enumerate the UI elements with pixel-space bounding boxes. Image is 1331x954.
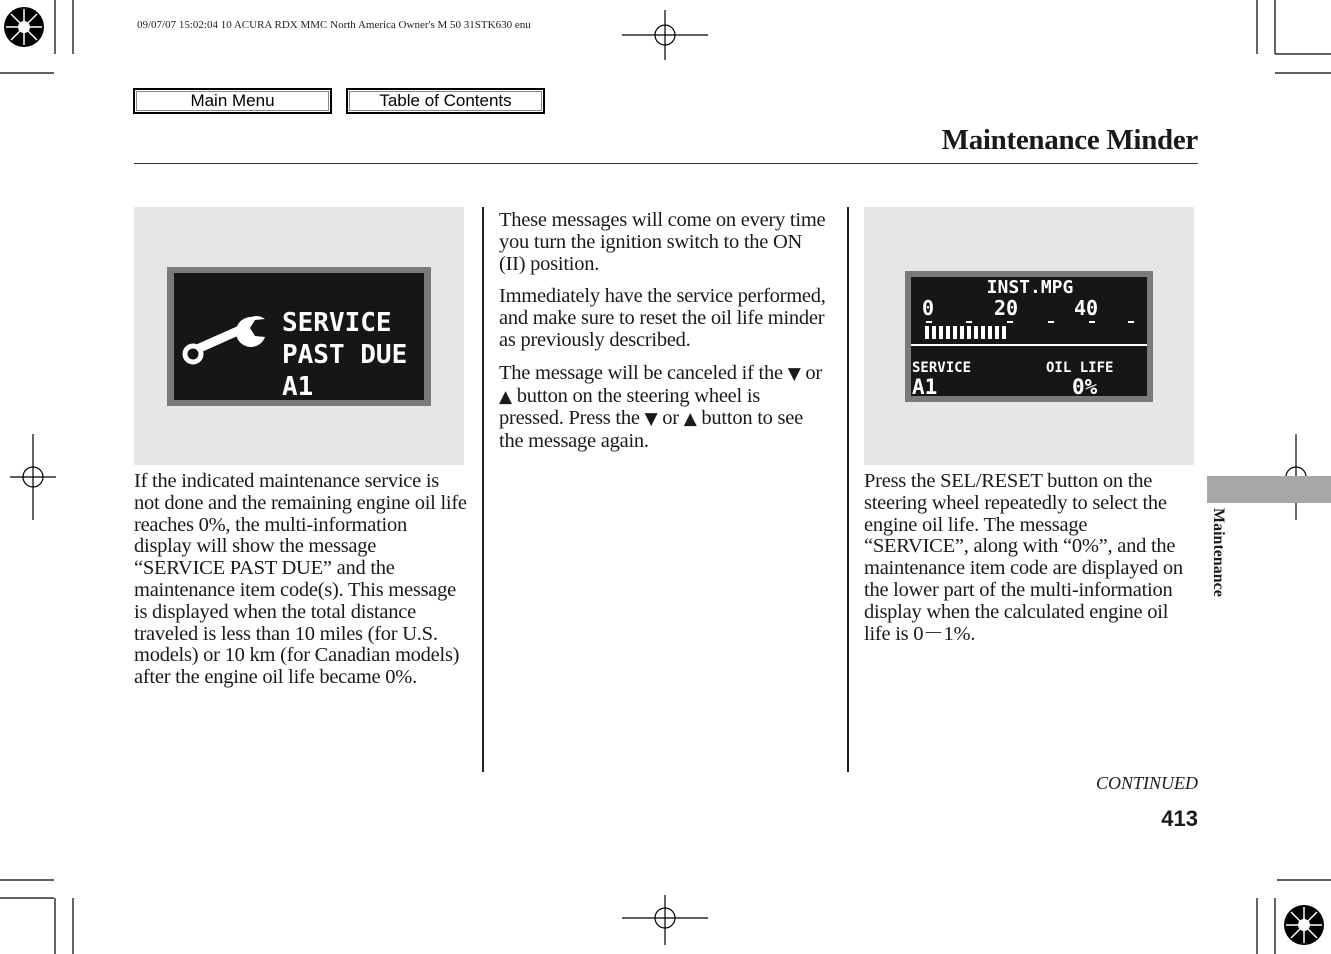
- scale-label-0: 0: [922, 296, 935, 320]
- up-arrow-icon: ▲: [499, 386, 512, 407]
- down-arrow-icon: ▼: [787, 363, 801, 384]
- maintenance-code: A1: [912, 375, 938, 399]
- col2-text-a: The message will be canceled if the: [499, 361, 783, 384]
- print-header: 09/07/07 15:02:04 10 ACURA RDX MMC North America Owner's M 50 31STK630 enu: [137, 19, 531, 31]
- column-1: [134, 471, 468, 689]
- col2-paragraph-2: Immediately have the service performed, and make sure to reset the oil life minder as previously described.: [499, 285, 826, 351]
- oil-life-figure: [864, 207, 1194, 465]
- service-past-due-figure: [134, 207, 464, 465]
- column-divider-2: [847, 207, 849, 772]
- inst-mpg-label: INST.MPG: [986, 277, 1074, 298]
- or-text-1: or: [805, 361, 822, 384]
- main-menu-button[interactable]: Main Menu: [133, 88, 332, 114]
- or-text-2: or: [662, 407, 679, 430]
- oil-life-display: [864, 207, 1194, 465]
- col2-paragraph-1: These messages will come on every time you turn the ignition switch to the ON (II) position.: [499, 209, 826, 275]
- col1-paragraph-1: If the indicated maintenance service is not done and the remaining engine oil life reaches 0%, the multi-information display will show the message “SERVICE PAST DUE” and the maintenance item code(s). This message is displayed when the total distance traveled is less than 10 miles (for U.S. models) or 10 km (for Canadian models) after the engine oil life became 0%.: [134, 470, 467, 689]
- col2-text-b: button on the steering wheel is pressed. Press the: [499, 384, 761, 430]
- column-2: [499, 210, 827, 464]
- up-arrow-icon-2: ▲: [683, 409, 697, 430]
- oil-life-value: 0%: [1072, 375, 1098, 399]
- service-label: SERVICE: [912, 360, 972, 376]
- page-number: 413: [1161, 806, 1198, 831]
- service-past-due-display: [134, 207, 464, 465]
- col3-paragraph-1: Press the SEL/RESET button on the steering wheel repeatedly to select the engine oil life. The message “SERVICE”, along with “0%”, and the maintenance item code are displayed on the lower part of the multi-information display when the calculated engine oil life is 0－1%.: [864, 470, 1183, 645]
- col2-paragraph-3: [499, 363, 827, 453]
- display-line-3: A1: [282, 372, 314, 402]
- scale-label-40: 40: [1074, 296, 1099, 320]
- down-arrow-icon-2: ▼: [644, 409, 658, 430]
- section-tab-label: Maintenance: [1210, 508, 1227, 597]
- table-of-contents-button[interactable]: Table of Contents: [346, 88, 545, 114]
- oil-life-label: OIL LIFE: [1046, 360, 1114, 376]
- column-3: [864, 471, 1196, 645]
- display-line-2: PAST DUE: [282, 340, 408, 370]
- title-divider: [134, 163, 1198, 164]
- col2-text-c: button to see the message again.: [499, 407, 803, 453]
- scale-label-20: 20: [994, 296, 1019, 320]
- column-divider-1: [482, 207, 484, 772]
- page-title: Maintenance Minder: [941, 124, 1198, 156]
- display-line-1: SERVICE: [282, 308, 392, 338]
- continued-label: CONTINUED: [1095, 773, 1198, 793]
- section-tab: [1207, 476, 1331, 503]
